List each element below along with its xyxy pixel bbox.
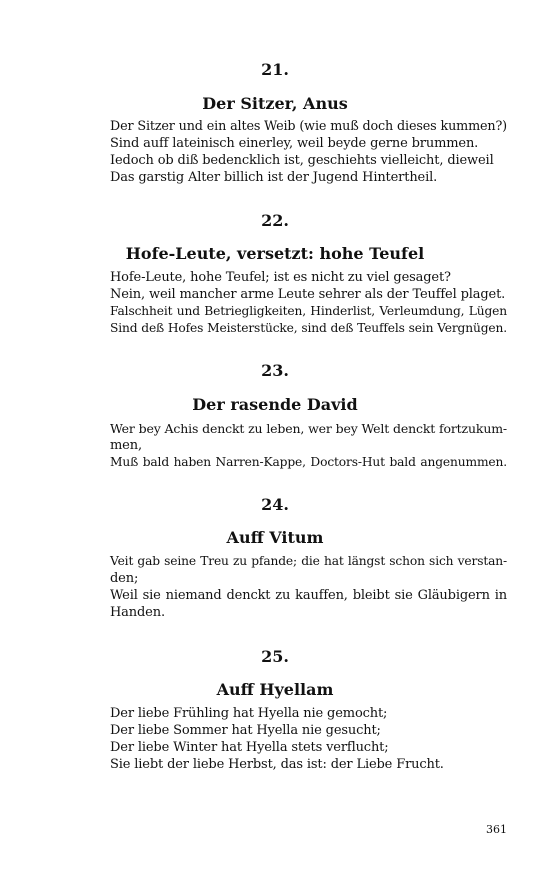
poem-line: Muß bald haben Narren-Kappe, Doctors-Hut bald angenummen. — [110, 455, 507, 469]
poem-line: Nein, weil mancher arme Leute sehrer als der Teuffel plaget. — [110, 287, 506, 302]
poem-line: Der Sitzer und ein altes Weib (wie muß doch dieses kummen?) — [110, 119, 507, 134]
poem-number: 21. — [261, 60, 289, 79]
poem-number: 24. — [261, 495, 289, 514]
poem-line: Weil sie niemand denckt zu kauffen, bleibt sie Gläubigern in — [110, 588, 507, 603]
poem-title: Hofe-Leute, versetzt: hohe Teufel — [125, 244, 425, 263]
poem-title: Auff Vitum — [226, 528, 324, 547]
poem-line: Der liebe Sommer hat Hyella nie gesucht; — [110, 723, 381, 738]
poem-title: Der rasende David — [192, 395, 358, 414]
poem-line: Wer bey Achis denckt zu leben, wer bey Welt denckt fortzukum- — [110, 421, 507, 436]
poem-line: Handen. — [110, 605, 165, 620]
poem-line: den; — [110, 571, 139, 586]
poem-line: men, — [110, 438, 142, 453]
poem-line: Hofe-Leute, hohe Teufel; ist es nicht zu viel gesaget? — [110, 270, 451, 285]
poem-line: Sie liebt der liebe Herbst, das ist: der Liebe Frucht. — [110, 757, 444, 772]
poem-line: Sind auff lateinisch einerley, weil beyde gerne brummen. — [110, 136, 479, 151]
page-number: 361 — [486, 823, 507, 836]
poem-line: Falschheit und Betriegligkeiten, Hinderlist, Verleumdung, Lügen — [110, 304, 507, 318]
poem-number: 22. — [261, 211, 289, 230]
poem-line: Der liebe Winter hat Hyella stets verflucht; — [110, 740, 389, 755]
poem-line: Das garstig Alter billich ist der Jugend Hintertheil. — [110, 170, 438, 185]
poem-number: 25. — [261, 647, 289, 666]
poem-title: Auff Hyellam — [216, 680, 334, 699]
poem-line: Der liebe Frühling hat Hyella nie gemocht; — [110, 706, 388, 721]
poem-title: Der Sitzer, Anus — [202, 94, 348, 113]
poem-number: 23. — [261, 361, 289, 380]
poem-line: Iedoch ob diß bedencklich ist, geschiehts vielleicht, dieweil — [110, 153, 494, 168]
poem-line: Sind deß Hofes Meisterstücke, sind deß Teuffels sein Vergnügen. — [110, 321, 507, 335]
poem-line: Veit gab seine Treu zu pfande; die hat längst schon sich verstan- — [110, 554, 507, 568]
